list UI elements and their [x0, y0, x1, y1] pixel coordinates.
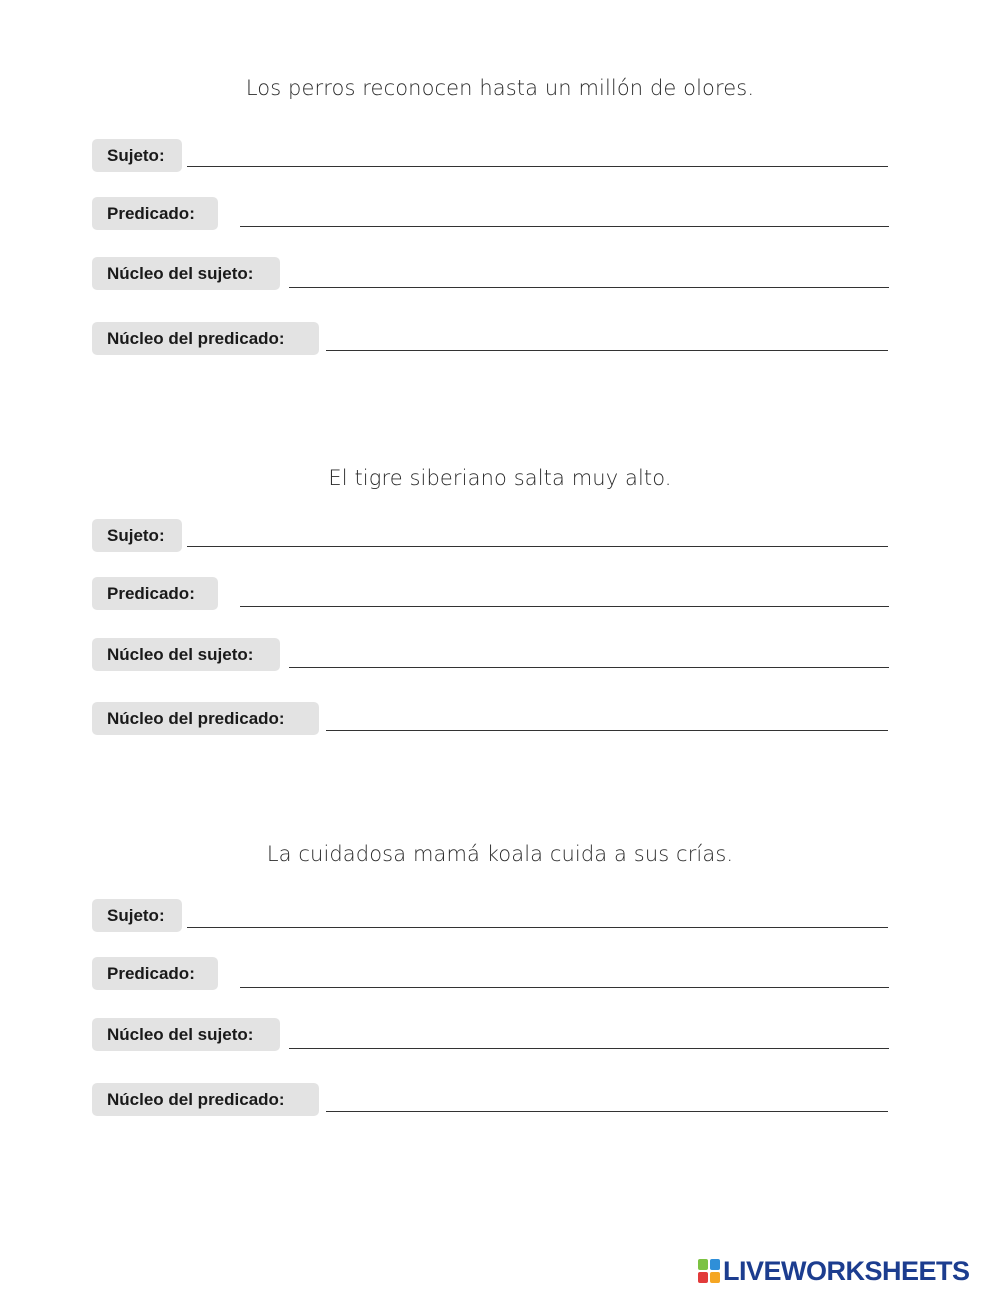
answer-nucleo-sujeto-input[interactable]: [289, 287, 889, 288]
answer-sujeto-input[interactable]: [187, 546, 888, 547]
answer-nucleo-predicado-input[interactable]: [326, 730, 888, 731]
label-predicado: Predicado:: [92, 577, 218, 610]
label-sujeto: Sujeto:: [92, 899, 182, 932]
answer-nucleo-predicado-input[interactable]: [326, 350, 888, 351]
label-nucleo-sujeto: Núcleo del sujeto:: [92, 1018, 280, 1051]
answer-sujeto-input[interactable]: [187, 166, 888, 167]
label-nucleo-predicado: Núcleo del predicado:: [92, 322, 319, 355]
sentence-3: La cuidadosa mamá koala cuida a sus crías.: [266, 842, 734, 866]
liveworksheets-logo-icon: [698, 1259, 720, 1283]
logo-square-red: [698, 1272, 708, 1283]
label-sujeto: Sujeto:: [92, 139, 182, 172]
liveworksheets-logo: [698, 1254, 970, 1288]
answer-predicado-input[interactable]: [240, 606, 889, 607]
label-nucleo-predicado: Núcleo del predicado:: [92, 702, 319, 735]
sentence-1: Los perros reconocen hasta un millón de olores.: [245, 76, 755, 100]
answer-predicado-input[interactable]: [240, 226, 889, 227]
label-sujeto: Sujeto:: [92, 519, 182, 552]
logo-square-orange: [710, 1272, 720, 1283]
label-nucleo-sujeto: Núcleo del sujeto:: [92, 257, 280, 290]
answer-sujeto-input[interactable]: [187, 927, 888, 928]
label-predicado: Predicado:: [92, 197, 218, 230]
answer-nucleo-predicado-input[interactable]: [326, 1111, 888, 1112]
logo-square-green: [698, 1259, 708, 1270]
sentence-2: El tigre siberiano salta muy alto.: [328, 466, 672, 490]
logo-square-blue: [710, 1259, 720, 1270]
label-predicado: Predicado:: [92, 957, 218, 990]
answer-nucleo-sujeto-input[interactable]: [289, 1048, 889, 1049]
label-nucleo-sujeto: Núcleo del sujeto:: [92, 638, 280, 671]
answer-nucleo-sujeto-input[interactable]: [289, 667, 889, 668]
answer-predicado-input[interactable]: [240, 987, 889, 988]
label-nucleo-predicado: Núcleo del predicado:: [92, 1083, 319, 1116]
logo-text: LIVEWORKSHEETS: [723, 1255, 970, 1286]
